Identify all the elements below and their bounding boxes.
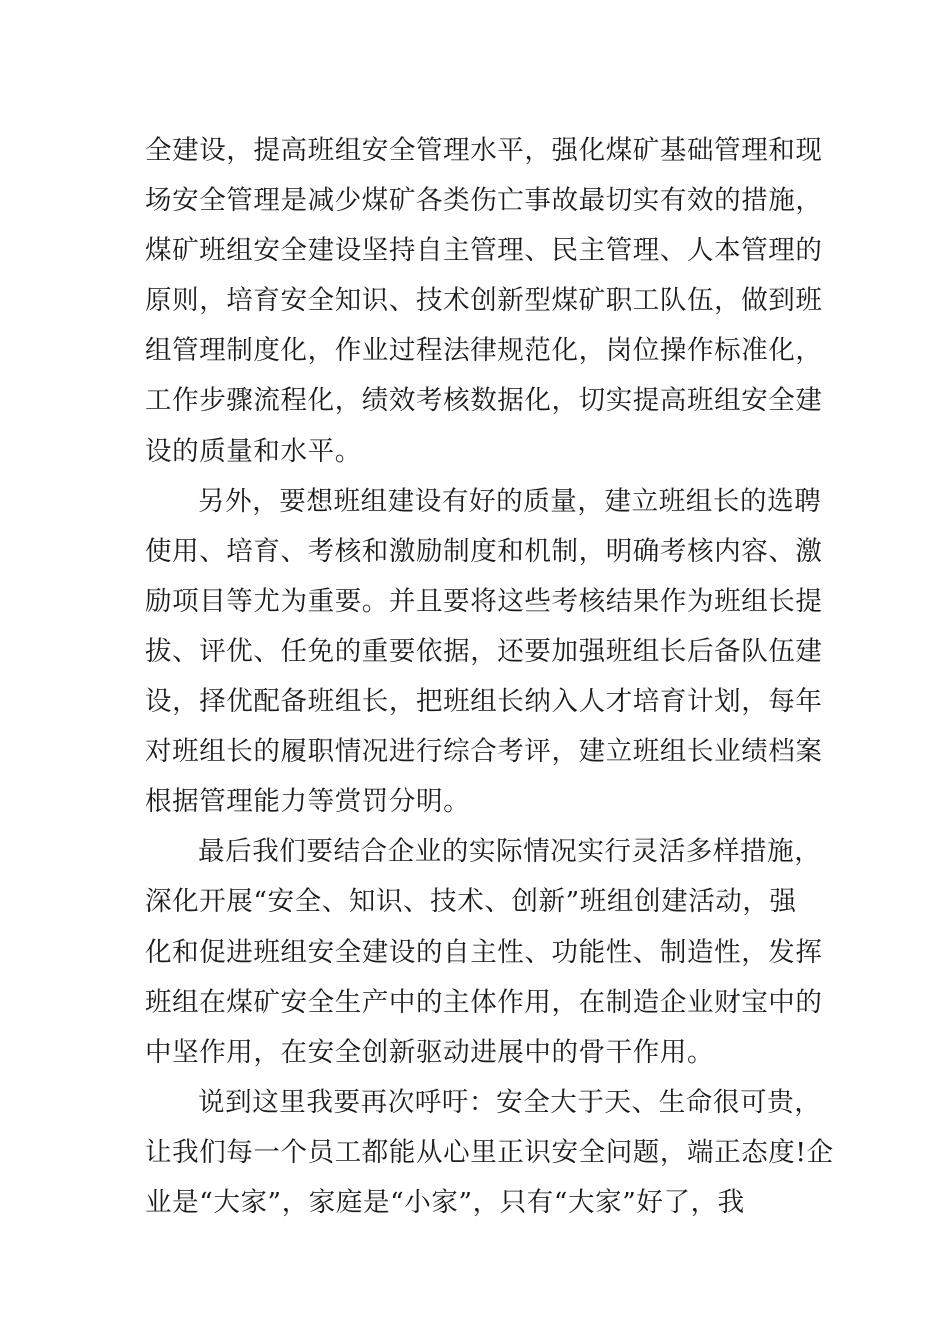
paragraph-3 <box>145 827 823 1077</box>
text-line: 场安全管理是减少煤矿各类伤亡事故最切实有效的措施， <box>145 185 823 217</box>
text-line: 业是“大家”，家庭是“小家”，只有“大家”好了，我 <box>145 1186 745 1218</box>
paragraph-2 <box>145 477 823 828</box>
text-line: 让我们每一个员工都能从心里正识安全问题，端正态度!企 <box>145 1136 834 1168</box>
text-line: 全建设，提高班组安全管理水平，强化煤矿基础管理和现 <box>145 135 823 166</box>
text-line: 励项目等尤为重要。并且要将这些考核结果作为班组长提 <box>145 585 823 617</box>
text-line: 原则，培育安全知识、技术创新型煤矿职工队伍，做到班 <box>145 285 823 317</box>
text-line: 最后我们要结合企业的实际情况实行灵活多样措施， <box>198 836 822 868</box>
text-line: 班组在煤矿安全生产中的主体作用，在制造企业财宝中的 <box>145 986 823 1018</box>
text-line: 设的质量和水平。 <box>145 435 362 467</box>
text-line: 煤矿班组安全建设坚持自主管理、民主管理、人本管理的 <box>145 235 823 267</box>
text-line: 中坚作用，在安全创新驱动进展中的骨干作用。 <box>145 1036 715 1068</box>
text-line: 使用、培育、考核和激励制度和机制，明确考核内容、激 <box>145 535 823 567</box>
text-line: 深化开展“安全、知识、技术、创新”班组创建活动，强 <box>145 886 797 918</box>
paragraph-1 <box>145 126 823 477</box>
text-line: 化和促进班组安全建设的自主性、功能性、制造性，发挥 <box>145 936 823 968</box>
text-line: 组管理制度化，作业过程法律规范化，岗位操作标准化， <box>145 335 823 367</box>
text-line: 设，择优配备班组长，把班组长纳入人才培育计划，每年 <box>145 686 823 718</box>
text-line: 工作步骤流程化，绩效考核数据化，切实提高班组安全建 <box>145 385 823 417</box>
text-line: 说到这里我要再次呼吁：安全大于天、生命很可贵， <box>198 1086 822 1118</box>
paragraph-4 <box>145 1078 834 1228</box>
text-line: 另外，要想班组建设有好的质量，建立班组长的选聘 <box>198 485 822 517</box>
document-body <box>145 126 834 1228</box>
text-line: 根据管理能力等赏罚分明。 <box>145 786 471 818</box>
text-line: 拔、评优、任免的重要依据，还要加强班组长后备队伍建 <box>145 635 823 667</box>
text-line: 对班组长的履职情况进行综合考评，建立班组长业绩档案 <box>145 736 823 768</box>
